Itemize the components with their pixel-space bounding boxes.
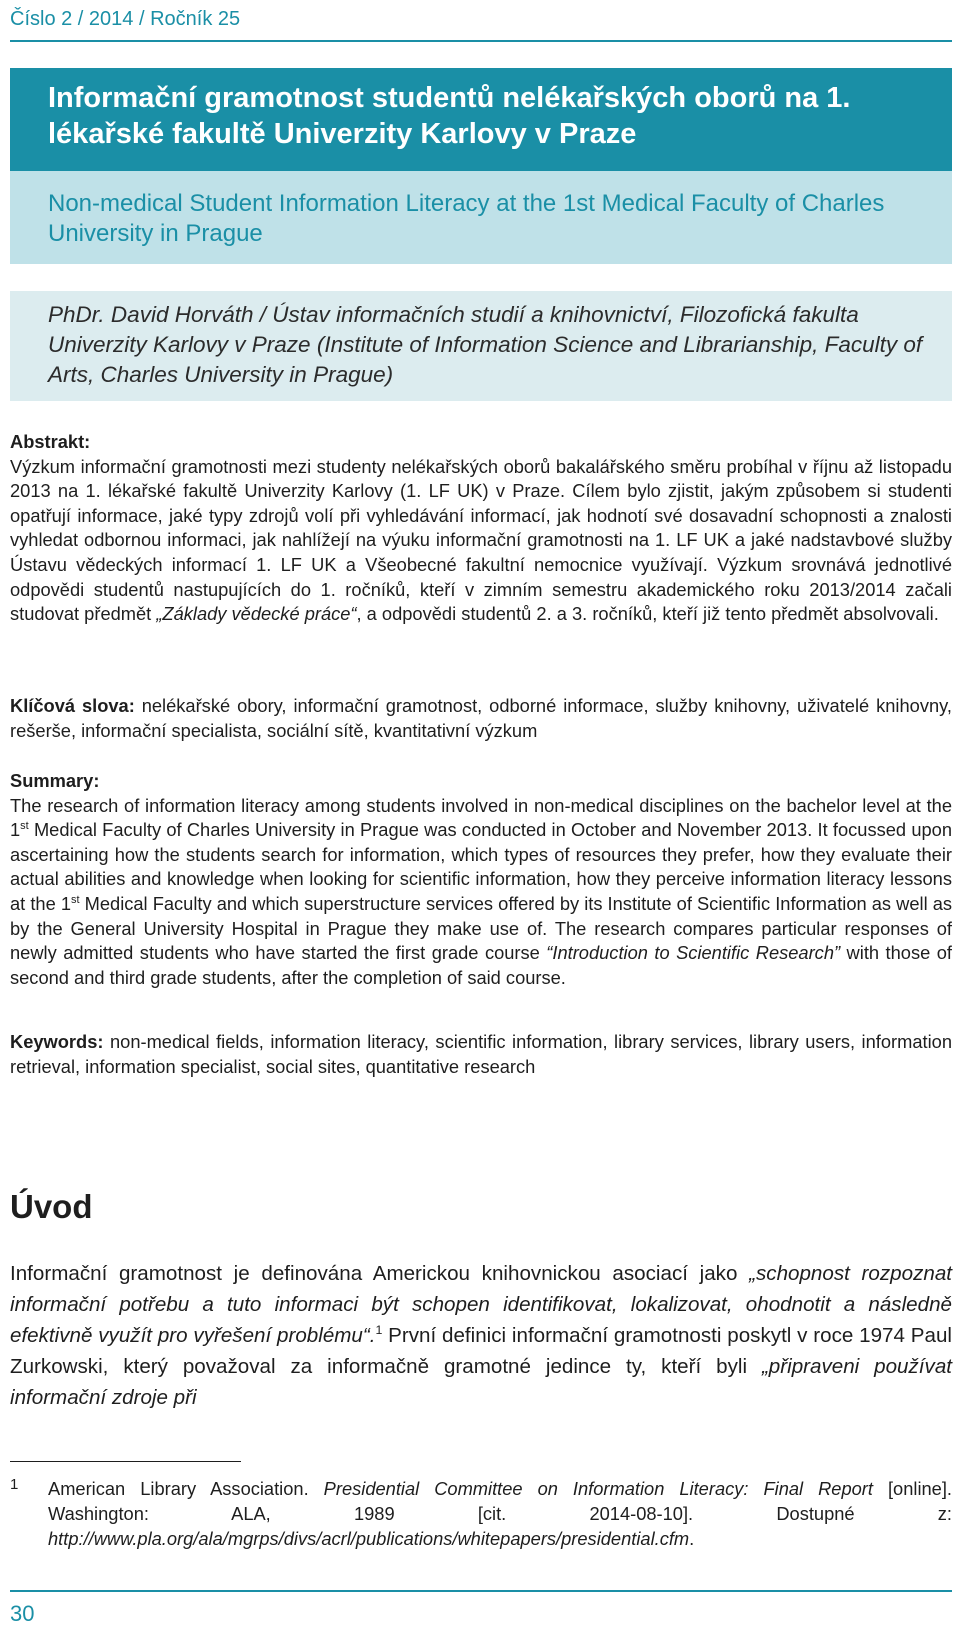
- footnote-url[interactable]: http://www.pla.org/ala/mgrps/divs/acrl/publications/whitepapers/presidential.cfm: [48, 1528, 690, 1549]
- abstract-section: [10, 430, 952, 627]
- course-name-cs: „Základy vědecké práce“: [156, 603, 357, 625]
- summary-text: The research of information literacy among students involved in non-medical disciplines on the bachelor level at the 1st Medical Faculty of Charles University in Prague was conducted in October and November 2013. It focussed upon ascertaining how the students search for information, which types of resources they prefer, how they evaluate their actual abilities and knowledge when looking for scientific information, how they perceive information literacy lessons at the 1st Medical Faculty and which superstructure services offered by its Institute of Scientific Information as well as by the General University Hospital in Prague they make use of. The research compares particular responses of newly admitted students who have started the first grade course “Introduction to Scientific Research” with those of second and third grade students, after the completion of said course.: [10, 794, 953, 988]
- keywords-cs-label: Klíčová slova:: [10, 695, 135, 716]
- footnote-number: 1: [10, 1476, 19, 1493]
- abstract-label: Abstrakt:: [10, 431, 91, 452]
- page-number: 30: [10, 1601, 35, 1626]
- intro-paragraph: Informační gramotnost je definována Americkou knihovnickou asociací jako „schopnost rozpoznat informační potřebu a tuto informaci být schopen identifikovat, lokalizovat, ohodnotit a následně efektivně využít pro vyřešení problému“.$^1$ První definici informační gramotnosti poskytl v roce 1974 Paul Zurkowski, který považoval za informačně gramotné jedince ty, kteří byli „připraveni používat informační zdroje při: [10, 1262, 953, 1409]
- footnote-divider: [10, 1461, 241, 1462]
- footer-divider: [10, 1590, 952, 1592]
- footnote-text: American Library Association. Presidential Committee on Information Literacy: Final Report [online]. Washington: ALA, 1989 [cit. 2014-08-10]. Dostupné z: http://www.pla.org/ala/mgrps/divs/acrl/publications/whitepapers/presidential.cfm.: [48, 1478, 953, 1549]
- course-name-en: “Introduction to Scientific Research”: [546, 942, 841, 964]
- summary-label: Summary:: [10, 770, 100, 791]
- article-title-english: Non-medical Student Information Literacy at the 1st Medical Faculty of Charles University in Prague: [10, 171, 952, 264]
- keywords-en: Keywords: non-medical fields, information literacy, scientific information, library services, library users, information retrieval, information specialist, social sites, quantitative research: [10, 1031, 952, 1077]
- author-affiliation: PhDr. David Horváth / Ústav informačních studií a knihovnictví, Filozofická fakulta Univerzity Karlovy v Praze (Institute of Information Science and Librarianship, Faculty of Arts, Charles University in Prague): [10, 291, 952, 401]
- article-title: Informační gramotnost studentů nelékařských oborů na 1. lékařské fakultě Univerzity Karlovy v Praze: [10, 68, 952, 171]
- header-divider: [10, 40, 952, 42]
- footnote-ref[interactable]: 1: [375, 1323, 383, 1338]
- abstract-text: Výzkum informační gramotnosti mezi studenty nelékařských oborů bakalářského směru probíhal v říjnu až listopadu 2013 na 1. lékařské fakultě Univerzity Karlovy (1. LF UK) v Praze. Cílem bylo zjistit, jakým způsobem si studenti opatřují informace, jaké typy zdrojů volí při vyhledávání informací, jak hodnotí své dosavadní schopnosti a znalosti vyhledat odbornou informaci, jak nahlížejí na výuku informační gramotnosti na 1. LF UK a jaké nadstavbové služby Ústavu vědeckých informací 1. LF UK a Všeobecné fakultní nemocnice využívají. Výzkum srovnává jednotlivé odpovědi studentů nastupujících do 1. ročníků, kteří v zimním semestru akademického roku 2013/2014 začali studovat předmět „Základy vědecké práce“, a odpovědi studentů 2. a 3. ročníků, kteří již tento předmět absolvovali.: [10, 455, 952, 625]
- keywords-cs: Klíčová slova: nelékařské obory, informační gramotnost, odborné informace, služby knihovny, uživatelé knihovny, rešerše, informační specialista, sociální sítě, kvantitativní výzkum: [10, 695, 952, 741]
- issue-info: Číslo 2 / 2014 / Ročník 25: [10, 8, 241, 30]
- summary-section: [10, 769, 952, 990]
- section-heading-uvod: Úvod: [10, 1188, 93, 1225]
- zurkowski-quote: „připraveni používat informační zdroje při: [10, 1355, 953, 1409]
- keywords-en-label: Keywords:: [10, 1031, 104, 1052]
- ala-quote: „schopnost rozpoznat informační potřebu a tuto informaci být schopen identifikovat, lokalizovat, ohodnotit a následně efektivně využít pro vyřešení problému“.: [10, 1262, 952, 1347]
